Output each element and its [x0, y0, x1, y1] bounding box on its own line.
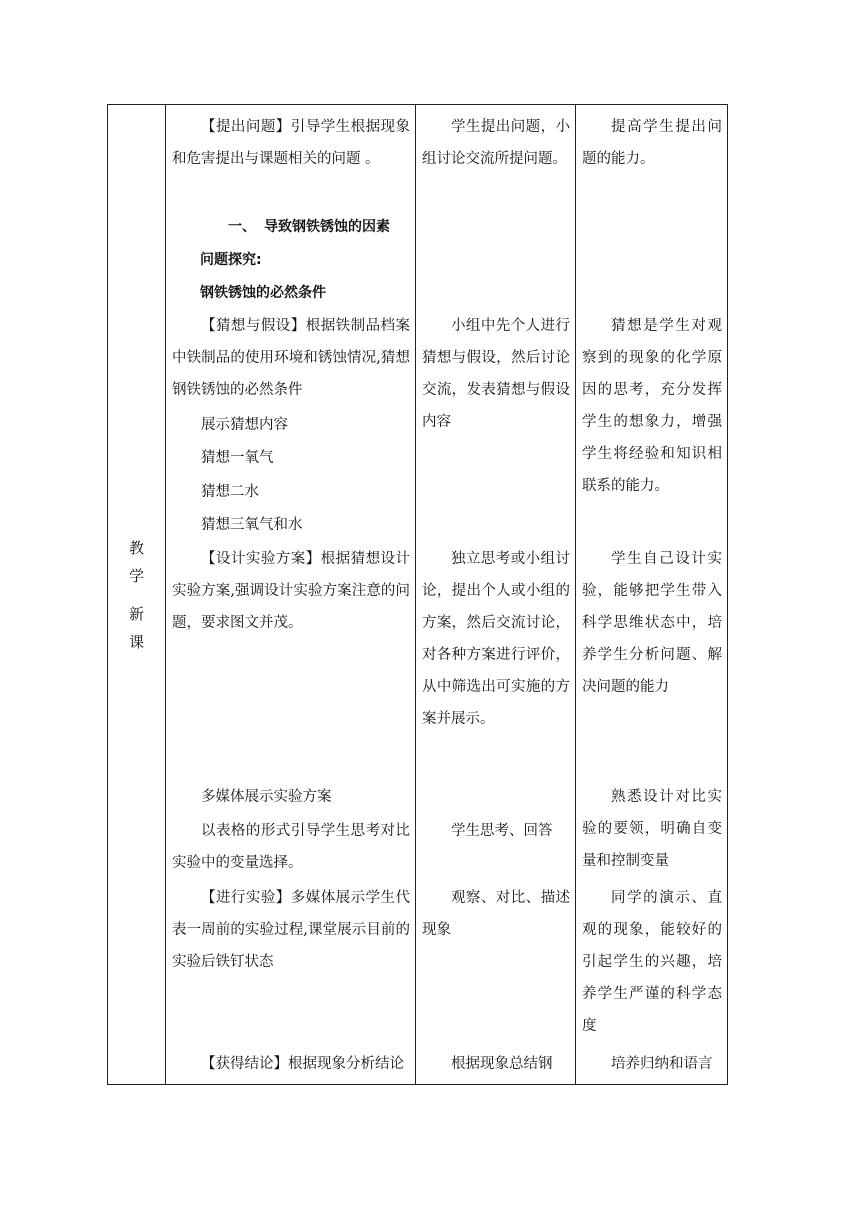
intent-i2: 猜想是学生对观察到的现象的化学原因的思考，充分发挥学生的想象力，增强学生将经验和知识相联系的能力。: [582, 318, 722, 494]
intent-i6: 培养归纳和语言: [611, 1056, 713, 1072]
teacher-p1: 【提出问题】引导学生根据现象和危害提出与课题相关的问题 。: [172, 119, 410, 167]
heading-text: 导致钢铁锈蚀的因素: [264, 219, 390, 235]
teacher-p3: 展示猜想内容: [201, 417, 288, 433]
heading-number: 一、: [228, 219, 256, 235]
table-row: [108, 105, 728, 1085]
intent-i4: 熟悉设计对比实验的要领，明确自变量和控制变量: [582, 789, 722, 869]
teacher-p5: 猜想二水: [201, 484, 259, 500]
teacher-heading: [172, 211, 410, 243]
intent-i5: 同学的演示、直观的现象，能较好的引起学生的兴趣，培养学生严谨的科学态度: [582, 890, 722, 1034]
teacher-p4: 猜想一氧气: [201, 450, 274, 466]
student-s6: 根据现象总结钢: [451, 1056, 553, 1072]
teacher-p10: 【进行实验】多媒体展示学生代表一周前的实验过程,课堂展示目前的实验后铁钉状态: [172, 890, 410, 970]
section-label-line1: 教学: [128, 538, 154, 585]
teacher-explore: 问题探究:: [200, 252, 262, 268]
teacher-p9: 以表格的形式引导学生思考对比实验中的变量选择。: [172, 823, 410, 871]
teacher-p6: 猜想三氧气和水: [201, 517, 303, 533]
intent-i1: 提高学生提出问题的能力。: [582, 119, 722, 167]
teacher-activity-cell: [166, 105, 416, 1085]
student-s3: 独立思考或小组讨论，提出个人或小组的方案，然后交流讨论，对各种方案进行评价，从中筛选出可实施的方案并展示。: [422, 551, 570, 727]
teacher-p2: 【猜想与假设】根据铁制品档案中铁制品的使用环境和锈蚀情况,猜想钢铁锈蚀的必然条件: [172, 318, 410, 398]
section-label-line2: 新课: [128, 604, 154, 651]
design-intent-cell: [576, 105, 728, 1085]
lesson-plan-table: [107, 104, 728, 1085]
student-s4: 学生思考、回答: [451, 823, 553, 839]
student-s1: 学生提出问题，小组讨论交流所提问题。: [422, 119, 570, 167]
teacher-p8: 多媒体展示实验方案: [201, 789, 332, 805]
student-s2: 小组中先个人进行猜想与假设，然后讨论交流，发表猜想与假设内容: [422, 318, 570, 430]
section-label-cell: [108, 105, 166, 1085]
teacher-p7: 【设计实验方案】根据猜想设计实验方案,强调设计实验方案注意的问题，要求图文并茂。: [172, 551, 410, 631]
intent-i3: 学生自己设计实验，能够把学生带入科学思维状态中，培养学生分析问题、解决问题的能力: [582, 551, 722, 695]
student-activity-cell: [416, 105, 576, 1085]
teacher-condition: 钢铁锈蚀的必然条件: [200, 285, 326, 301]
teacher-p11: 【获得结论】根据现象分析结论: [201, 1056, 404, 1072]
student-s5: 观察、对比、描述现象: [422, 890, 570, 938]
